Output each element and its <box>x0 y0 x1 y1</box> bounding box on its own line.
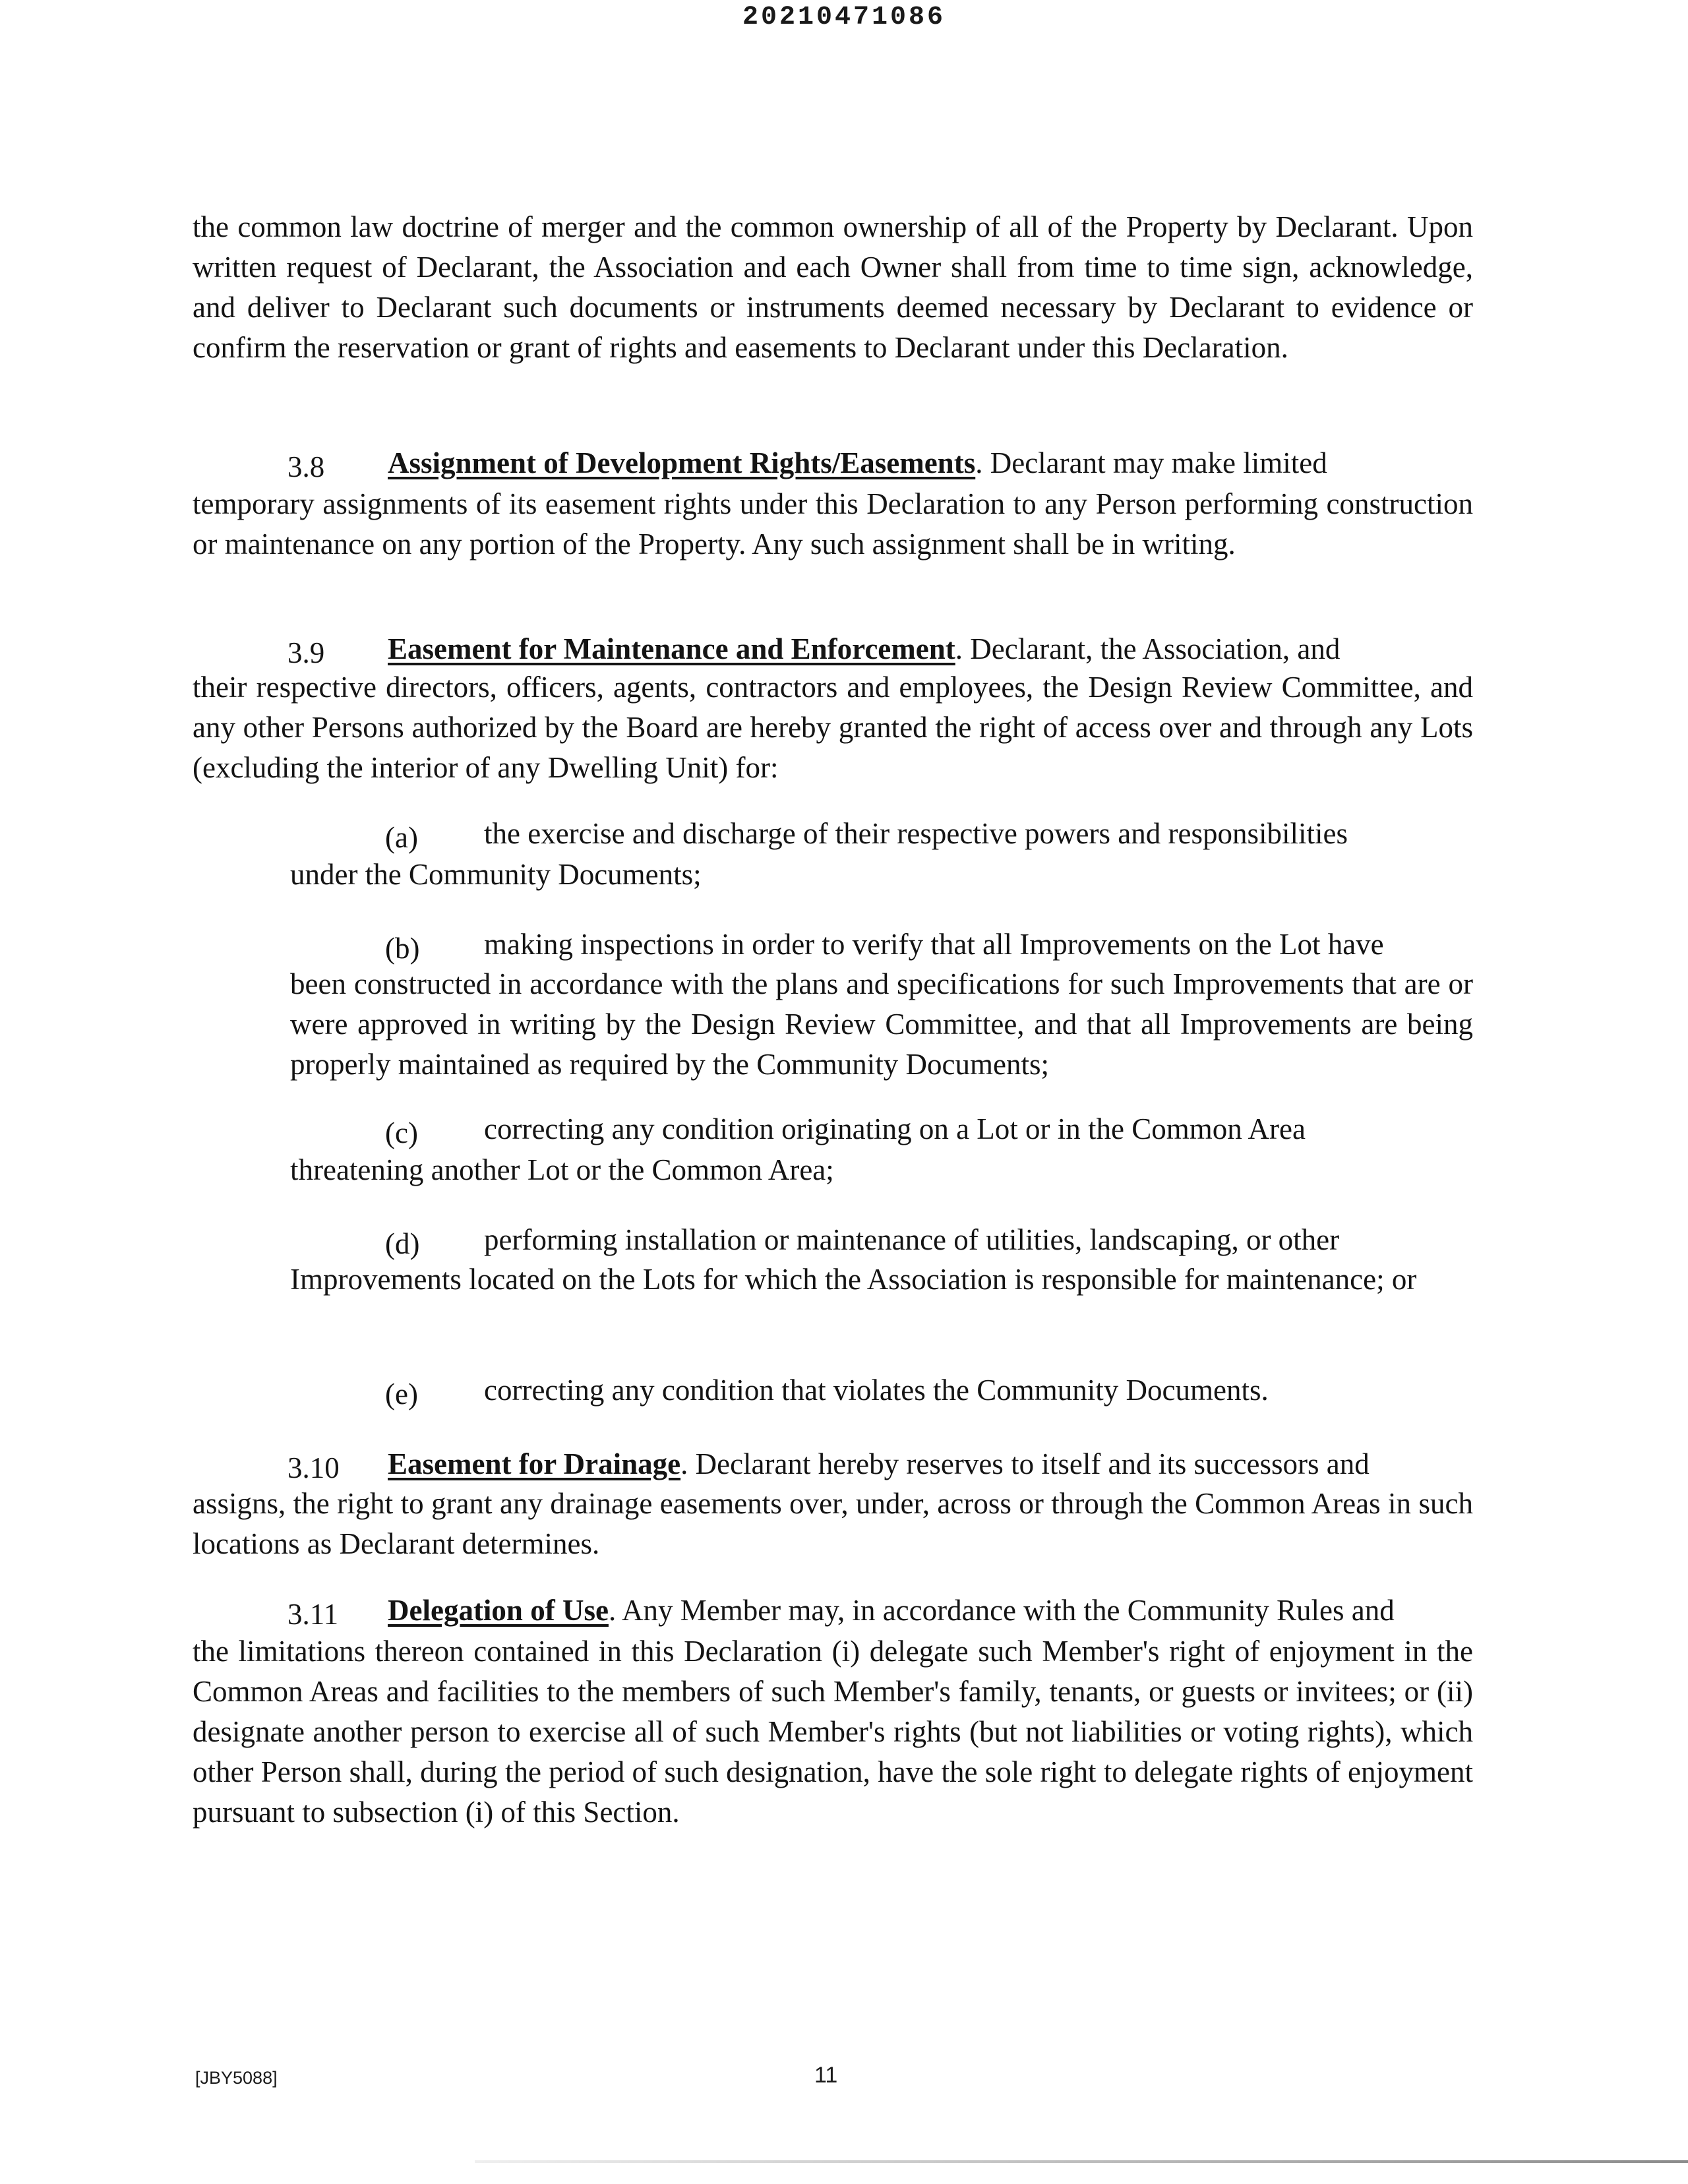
document-number: 20210471086 <box>742 3 946 32</box>
section-title: Delegation of Use <box>388 1594 609 1627</box>
section-heading <box>388 629 1473 669</box>
subsection-body: Improvements located on the Lots for which the Association is responsible for maintenance; or <box>290 1263 1417 1296</box>
subsection-lead: correcting any condition that violates the Community Documents. <box>484 1374 1269 1407</box>
subsection-lead: making inspections in order to verify that all Improvements on the Lot have <box>484 928 1384 961</box>
section-title: Easement for Drainage <box>388 1447 681 1480</box>
subsection-body: been constructed in accordance with the plans and specifications for such Improvements that are or were approved in writing by the Design Review Committee, and that all Improvements are being properly maintained as required by the Community Documents; <box>290 967 1473 1081</box>
section-number: 3.11 <box>287 1598 339 1631</box>
footer-document-code: [JBY5088] <box>195 2068 278 2088</box>
section-body: assigns, the right to grant any drainage easements over, under, across or through the Common Areas in such locations as Declarant determines. <box>193 1487 1473 1560</box>
subsection-label: (d) <box>385 1227 420 1260</box>
section-body: their respective directors, officers, agents, contractors and employees, the Design Review Committee, and any other Persons authorized by the Board are hereby granted the right of access over and through any Lots (excluding the interior of any Dwelling Unit) for: <box>193 671 1473 784</box>
section-number: 3.8 <box>287 450 325 483</box>
subsection-lead: the exercise and discharge of their respective powers and responsibilities <box>484 817 1348 850</box>
subsection-body: under the Community Documents; <box>290 858 702 891</box>
subsection-lead: performing installation or maintenance of utilities, landscaping, or other <box>484 1223 1340 1256</box>
section-heading <box>388 443 1473 483</box>
subsection-label: (a) <box>385 821 418 854</box>
section-number: 3.10 <box>287 1451 340 1484</box>
intro-paragraph: the common law doctrine of merger and the common ownership of all of the Property by Declarant. Upon written request of Declarant, the Association and each Owner shall from time to time sign, acknowledge, and deliver to Declarant such documents or instruments deemed necessary by Declarant to evidence or confirm the reservation or grant of rights and easements to Declarant under this Declaration. <box>193 210 1473 364</box>
section-lead: . Declarant, the Association, and <box>955 632 1341 665</box>
section-heading <box>388 1591 1473 1631</box>
section-lead: . Declarant may make limited <box>975 446 1327 479</box>
subsection-lead: correcting any condition originating on a Lot or in the Common Area <box>484 1112 1306 1145</box>
section-body: temporary assignments of its easement rights under this Declaration to any Person performing construction or maintenance on any portion of the Property. Any such assignment shall be in writing. <box>193 487 1473 561</box>
section-lead: . Any Member may, in accordance with the Community Rules and <box>608 1594 1395 1627</box>
subsection-body: threatening another Lot or the Common Area; <box>290 1153 834 1186</box>
page-number: 11 <box>814 2063 838 2088</box>
section-title: Easement for Maintenance and Enforcement <box>388 632 955 665</box>
subsection-label: (c) <box>385 1116 418 1149</box>
scan-artifact-line <box>475 2160 1688 2163</box>
section-title: Assignment of Development Rights/Easements <box>388 446 976 479</box>
section-number: 3.9 <box>287 636 325 669</box>
subsection-label: (b) <box>385 932 420 965</box>
section-heading <box>388 1444 1473 1484</box>
section-body: the limitations thereon contained in this Declaration (i) delegate such Member's right of enjoyment in the Common Areas and facilities to the members of such Member's family, tenants, or guests or invitees; or (ii) designate another person to exercise all of such Member's rights (but not liabilities or voting rights), which other Person shall, during the period of such designation, have the sole right to delegate rights of enjoyment pursuant to subsection (i) of this Section. <box>193 1635 1473 1829</box>
section-lead: . Declarant hereby reserves to itself and its successors and <box>680 1447 1370 1480</box>
subsection-label: (e) <box>385 1378 418 1410</box>
